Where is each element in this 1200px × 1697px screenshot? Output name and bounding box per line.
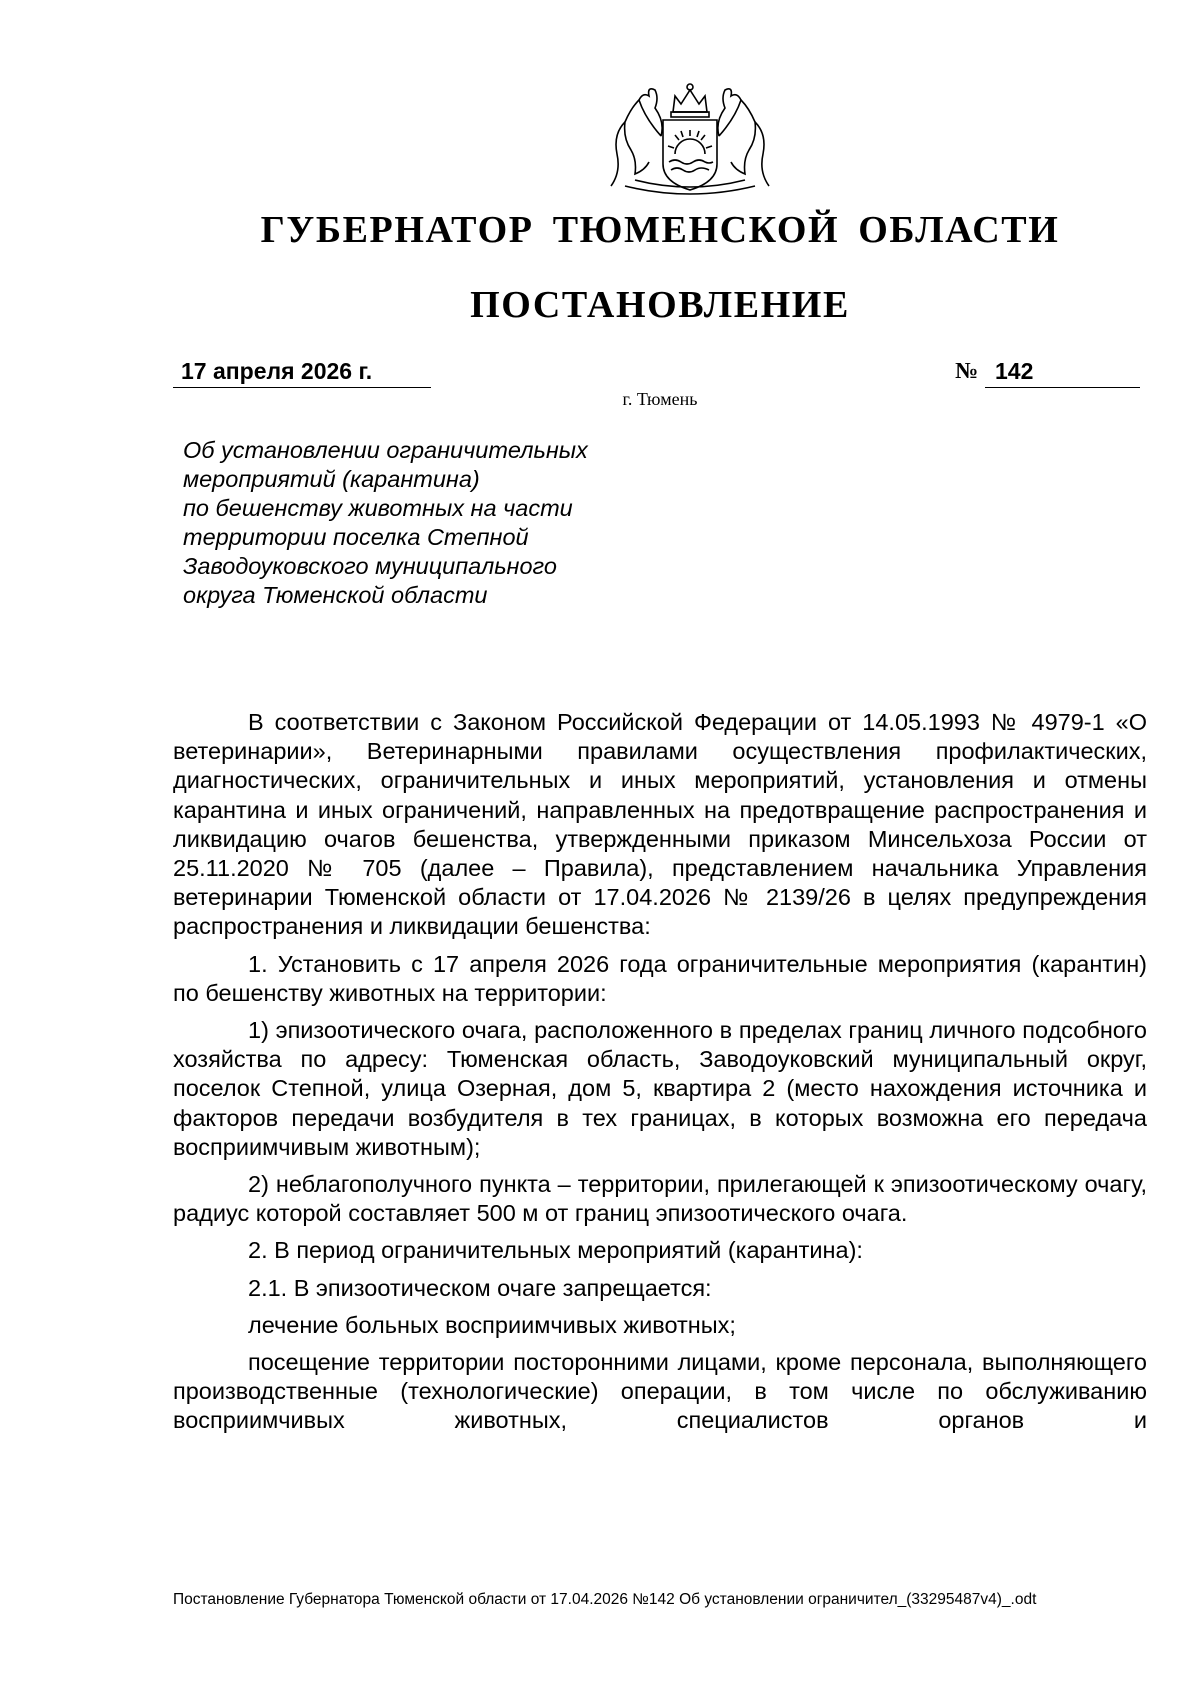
number-label: № — [955, 358, 979, 383]
document-number: 142 — [985, 356, 1140, 388]
body-paragraph: 2) неблагополучного пункта – территории, прилегающей к эпизоотическому очагу, радиус которой составляет 500 м от границ эпизоотического очага. — [173, 1171, 1147, 1227]
body-paragraph: 1) эпизоотического очага, расположенного в пределах границ личного подсобного хозяйства по адресу: Тюменская область, Заводоуковский муниципальный округ, поселок Степной, улица Озерная, дом 5, квартира 2 (место нахождения источника и факторов передачи возбудителя в тех границах, в которых возможна его передача восприимчивым животным); — [173, 1017, 1147, 1160]
document-date: 17 апреля 2026 г. — [173, 356, 431, 388]
document-type: ПОСТАНОВЛЕНИЕ — [470, 284, 850, 326]
document-footer: Постановление Губернатора Тюменской области от 17.04.2026 №142 Об установлении ограничител_(33295487v4)_.odt — [173, 1591, 1037, 1608]
document-city: г. Тюмень — [622, 389, 698, 409]
tyumen-region-coat-of-arms-icon — [595, 78, 785, 202]
body-paragraph: лечение больных восприимчивых животных; — [248, 1311, 736, 1338]
document-subject: Об установлении ограничительных мероприятий (карантина) по бешенству животных на части территории поселка Степной Заводоуковского муниципального округа Тюменской области — [183, 437, 588, 608]
body-paragraph: В соответствии с Законом Российской Федерации от 14.05.1993 № 4979-1 «О ветеринарии», Ветеринарными правилами осуществления профилактических, диагностических, ограничительных и иных мероприятий, установления и отмены карантина и иных ограничений, направленных на предотвращение распространения и ликвидацию очагов бешенства, утвержденными приказом Минсельхоза России от 25.11.2020 № 705 (далее – Правила), представлением начальника Управления ветеринарии Тюменской области от 17.04.2026 № 2139/26 в целях предупреждения распространения и ликвидации бешенства: — [173, 709, 1147, 940]
body-paragraph: 2.1. В эпизоотическом очаге запрещается: — [248, 1274, 712, 1301]
body-paragraph: 1. Установить с 17 апреля 2026 года ограничительные мероприятия (карантин) по бешенству животных на территории: — [173, 950, 1147, 1006]
organization-title: ГУБЕРНАТОР ТЮМЕНСКОЙ ОБЛАСТИ — [260, 209, 1060, 251]
body-paragraph: 2. В период ограничительных мероприятий (карантина): — [248, 1237, 863, 1264]
body-paragraph: посещение территории посторонними лицами, кроме персонала, выполняющего производственные (технологические) операции, в том числе по обслуживанию восприимчивых животных, специалистов органов и — [173, 1349, 1147, 1434]
document-body — [173, 708, 1147, 1436]
